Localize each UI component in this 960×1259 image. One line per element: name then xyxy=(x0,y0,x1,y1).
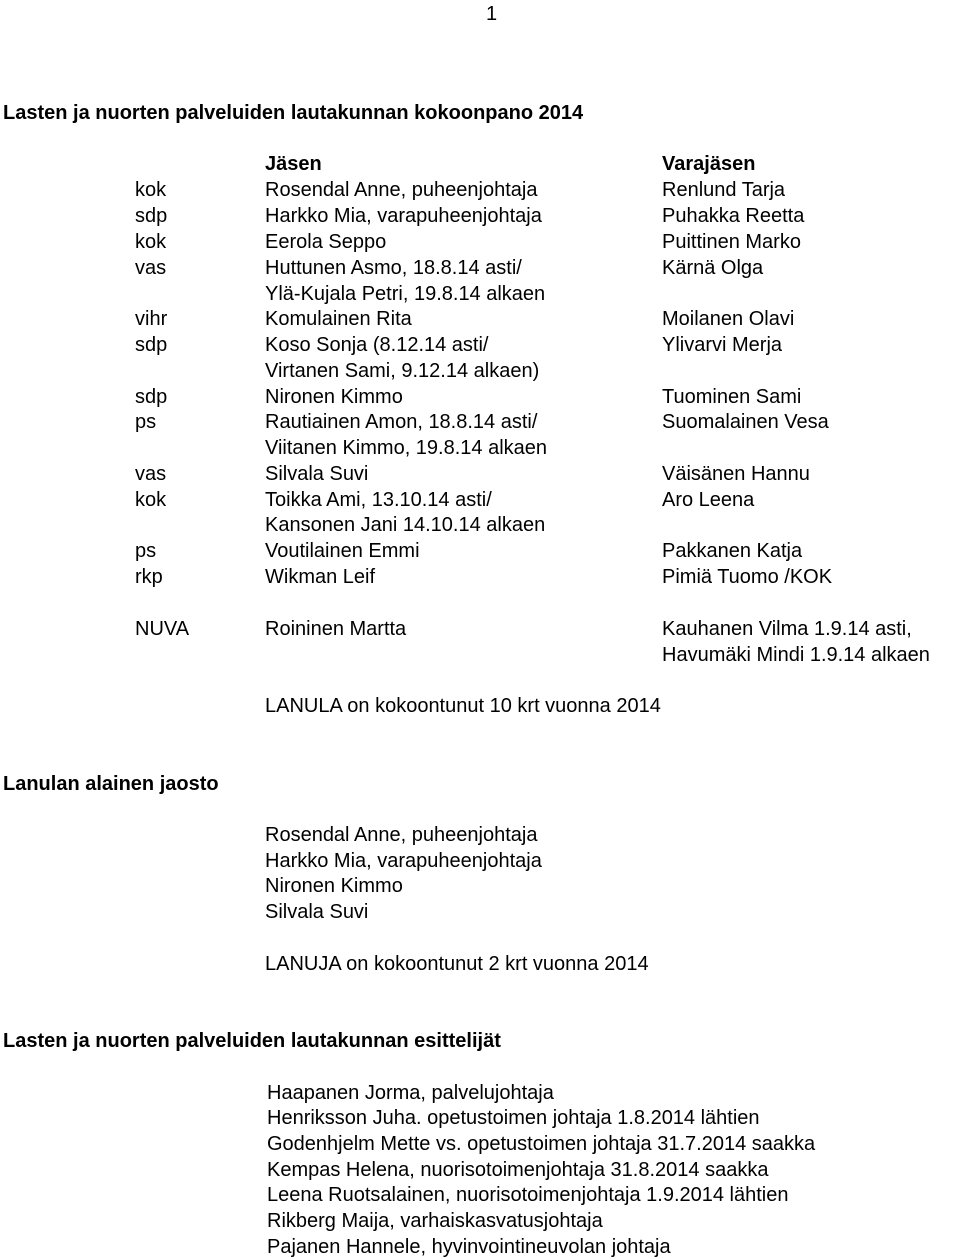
row-member: Kansonen Jani 14.10.14 alkaen xyxy=(265,514,546,536)
page-number: 1 xyxy=(486,3,498,25)
nuva-substitute: Kauhanen Vilma 1.9.14 asti, xyxy=(662,618,912,640)
row-party: sdp xyxy=(135,205,168,227)
row-substitute: Puhakka Reetta xyxy=(662,205,805,227)
row-member: Wikman Leif xyxy=(265,566,376,588)
nuva-party: NUVA xyxy=(135,618,190,640)
row-substitute: Suomalainen Vesa xyxy=(662,411,829,433)
row-substitute: Pakkanen Katja xyxy=(662,540,803,562)
presenter: Pajanen Hannele, hyvinvointineuvolan johtaja xyxy=(267,1236,671,1258)
jaosto-member: Silvala Suvi xyxy=(265,901,369,923)
row-member: Toikka Ami, 13.10.14 asti/ xyxy=(265,489,492,511)
jaosto-member: Nironen Kimmo xyxy=(265,875,403,897)
presenter: Rikberg Maija, varhaiskasvatusjohtaja xyxy=(267,1210,603,1232)
row-substitute: Renlund Tarja xyxy=(662,179,786,201)
row-member: Ylä-Kujala Petri, 19.8.14 alkaen xyxy=(265,283,546,305)
section-heading-esittelijat: Lasten ja nuorten palveluiden lautakunnan esittelijät xyxy=(3,1030,501,1052)
jaosto-member: Rosendal Anne, puheenjohtaja xyxy=(265,824,538,846)
row-substitute: Puittinen Marko xyxy=(662,231,801,253)
presenter: Haapanen Jorma, palvelujohtaja xyxy=(267,1082,554,1104)
row-member: Rautiainen Amon, 18.8.14 asti/ xyxy=(265,411,538,433)
row-member: Nironen Kimmo xyxy=(265,386,403,408)
presenter: Godenhjelm Mette vs. opetustoimen johtaja 31.7.2014 saakka xyxy=(267,1133,816,1155)
nuva-substitute: Havumäki Mindi 1.9.14 alkaen xyxy=(662,644,930,666)
presenter: Henriksson Juha. opetustoimen johtaja 1.8.2014 lähtien xyxy=(267,1107,760,1129)
row-member: Voutilainen Emmi xyxy=(265,540,420,562)
row-member: Koso Sonja (8.12.14 asti/ xyxy=(265,334,489,356)
lanula-note: LANULA on kokoontunut 10 krt vuonna 2014 xyxy=(265,695,661,717)
row-substitute: Pimiä Tuomo /KOK xyxy=(662,566,833,588)
column-header-member: Jäsen xyxy=(265,153,322,175)
section-heading-jaosto: Lanulan alainen jaosto xyxy=(3,773,219,795)
row-substitute: Kärnä Olga xyxy=(662,257,764,279)
row-substitute: Aro Leena xyxy=(662,489,755,511)
row-party: vas xyxy=(135,257,167,279)
row-party: kok xyxy=(135,179,167,201)
row-party: kok xyxy=(135,489,167,511)
row-party: sdp xyxy=(135,334,168,356)
row-party: kok xyxy=(135,231,167,253)
row-member: Silvala Suvi xyxy=(265,463,369,485)
row-substitute: Väisänen Hannu xyxy=(662,463,810,485)
row-member: Harkko Mia, varapuheenjohtaja xyxy=(265,205,542,227)
row-party: rkp xyxy=(135,566,163,588)
row-party: ps xyxy=(135,411,157,433)
row-member: Komulainen Rita xyxy=(265,308,412,330)
presenter: Kempas Helena, nuorisotoimenjohtaja 31.8.2014 saakka xyxy=(267,1159,769,1181)
row-member: Huttunen Asmo, 18.8.14 asti/ xyxy=(265,257,522,279)
page-title: Lasten ja nuorten palveluiden lautakunnan kokoonpano 2014 xyxy=(3,102,584,124)
row-party: vas xyxy=(135,463,167,485)
nuva-member: Roininen Martta xyxy=(265,618,407,640)
row-member: Eerola Seppo xyxy=(265,231,387,253)
jaosto-member: Harkko Mia, varapuheenjohtaja xyxy=(265,850,542,872)
row-substitute: Ylivarvi Merja xyxy=(662,334,783,356)
row-party: ps xyxy=(135,540,157,562)
row-member: Rosendal Anne, puheenjohtaja xyxy=(265,179,538,201)
lanuja-note: LANUJA on kokoontunut 2 krt vuonna 2014 xyxy=(265,953,649,975)
row-substitute: Moilanen Olavi xyxy=(662,308,795,330)
row-member: Viitanen Kimmo, 19.8.14 alkaen xyxy=(265,437,548,459)
column-header-substitute: Varajäsen xyxy=(662,153,756,175)
row-party: vihr xyxy=(135,308,168,330)
presenter: Leena Ruotsalainen, nuorisotoimenjohtaja 1.9.2014 lähtien xyxy=(267,1184,789,1206)
row-member: Virtanen Sami, 9.12.14 alkaen) xyxy=(265,360,540,382)
row-party: sdp xyxy=(135,386,168,408)
row-substitute: Tuominen Sami xyxy=(662,386,802,408)
